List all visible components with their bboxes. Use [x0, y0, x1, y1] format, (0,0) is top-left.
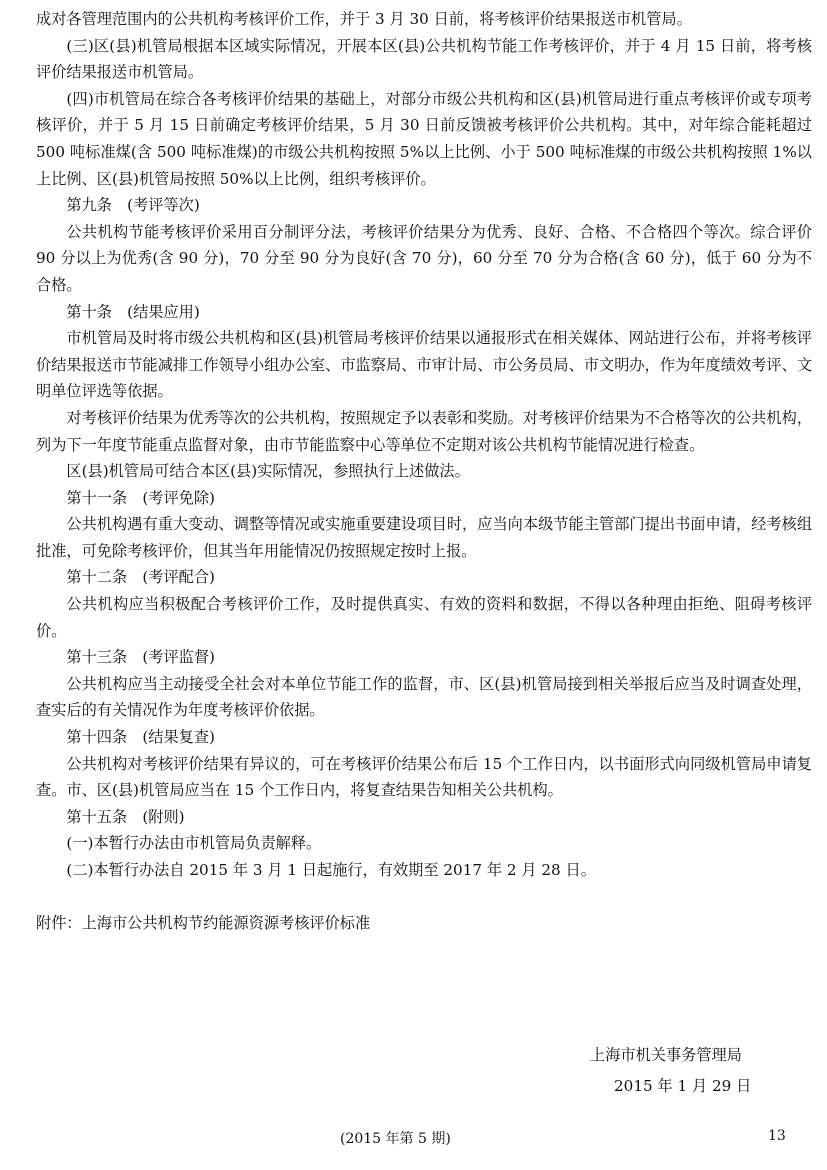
page-number: 13 [768, 1128, 786, 1144]
article-heading-13: 第十三条 (考评监督) [66, 648, 215, 667]
article-heading-9: 第九条 (考评等次) [66, 196, 200, 215]
paragraph-article-11: 公共机构遇有重大变动、调整等情况或实施重要建设项目时，应当向本级节能主管部门提出书面申请，经考核组批准，可免除考核评价，但其当年用能情况仍按照规定按时上报。 [36, 515, 812, 560]
paragraph-item-4: (四)市机管局在综合各考核评价结果的基础上，对部分市级公共机构和区(县)机管局进行重点考核评价或专项考核评价，并于 5 月 15 日前确定考核评价结果，5 月 30 日前反馈被考核评价公共机构。其中，对年综合能耗超过 500 吨标准煤(含 500 吨标准煤)的市级公共机构按照 5%以上比例、小于 500 吨标准煤的市级公共机构按照 1%以上比例、区(县)机管局按照 50%以上比例，组织考核评价。 [36, 89, 812, 188]
attachment-note: 附件：上海市公共机构节约能源资源考核评价标准 [36, 913, 371, 932]
paragraph-article-10-c: 区(县)机管局可结合本区(县)实际情况，参照执行上述做法。 [66, 462, 470, 481]
article-heading-10: 第十条 (结果应用) [66, 302, 200, 321]
paragraph-article-13: 公共机构应当主动接受全社会对本单位节能工作的监督，市、区(县)机管局接到相关举报后应当及时调查处理，查实后的有关情况作为年度考核评价依据。 [36, 674, 812, 720]
signature-date: 2015 年 1 月 29 日 [614, 1077, 752, 1095]
article-heading-12: 第十二条 (考评配合) [66, 568, 215, 587]
document-body [36, 6, 812, 936]
paragraph-article-12: 公共机构应当积极配合考核评价工作，及时提供真实、有效的资料和数据，不得以各种理由拒绝、阻碍考核评价。 [36, 595, 812, 640]
paragraph-article-15-a: (一)本暂行办法由市机管局负责解释。 [66, 834, 322, 853]
paragraph-article-10-a: 市机管局及时将市级公共机构和区(县)机管局考核评价结果以通报形式在相关媒体、网站进行公布，并将考核评价结果报送市节能减排工作领导小组办公室、市监察局、市审计局、市公务员局、市文明办，作为年度绩效考评、文明单位评选等依据。 [36, 329, 812, 401]
paragraph-article-15-b: (二)本暂行办法自 2015 年 3 月 1 日起施行，有效期至 2017 年 2 月 28 日。 [66, 861, 596, 879]
paragraph-article-14: 公共机构对考核评价结果有异议的，可在考核评价结果公布后 15 个工作日内，以书面形式向同级机管局申请复查。市、区(县)机管局应当在 15 个工作日内，将复查结果告知相关公共机构。 [36, 754, 812, 800]
article-heading-14: 第十四条 (结果复查) [66, 728, 215, 747]
signature-organization: 上海市机关事务管理局 [590, 1046, 742, 1064]
spacer [36, 884, 812, 910]
paragraph-article-9: 公共机构节能考核评价采用百分制评分法，考核评价结果分为优秀、良好、合格、不合格四个等次。综合评价 90 分以上为优秀(含 90 分)，70 分至 90 分为良好(含 70 分)，60 分至 70 分为合格(含 60 分)，低于 60 分为不合格。 [36, 222, 812, 294]
footer-issue: (2015 年第 5 期) [340, 1131, 451, 1147]
paragraph-continuation: 成对各管理范围内的公共机构考核评价工作，并于 3 月 30 日前，将考核评价结果报送市机管局。 [36, 10, 692, 28]
article-heading-15: 第十五条 (附则) [66, 807, 185, 826]
paragraph-item-3: (三)区(县)机管局根据本区域实际情况，开展本区(县)公共机构节能工作考核评价，并于 4 月 15 日前，将考核评价结果报送市机管局。 [36, 36, 812, 82]
article-heading-11: 第十一条 (考评免除) [66, 488, 215, 507]
paragraph-article-10-b: 对考核评价结果为优秀等次的公共机构，按照规定予以表彰和奖励。对考核评价结果为不合格等次的公共机构，列为下一年度节能重点监督对象，由市节能监察中心等单位不定期对该公共机构节能情况进行检查。 [36, 408, 812, 454]
